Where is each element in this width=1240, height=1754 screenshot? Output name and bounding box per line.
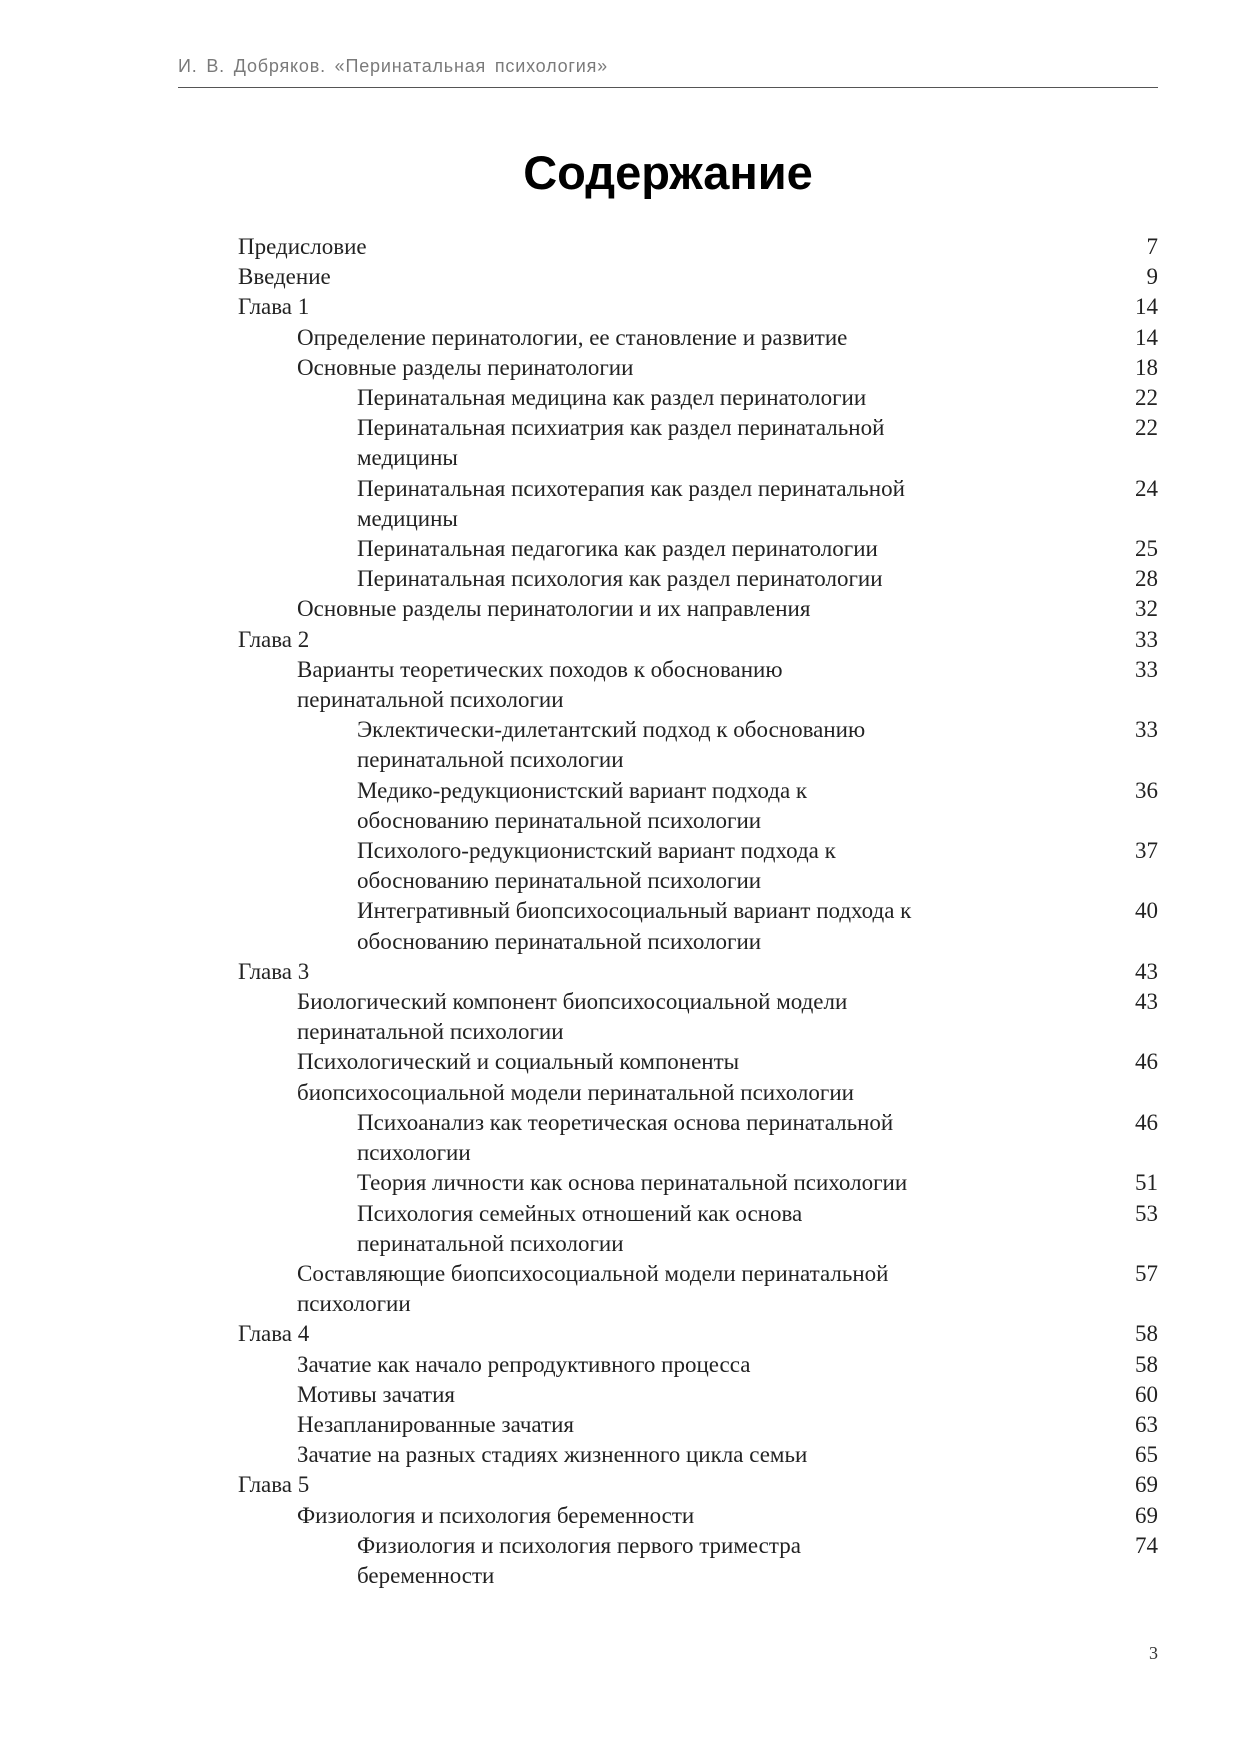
- toc-entry-page: 69: [1135, 1502, 1158, 1528]
- toc-entry[interactable]: [238, 776, 1158, 836]
- toc-entry[interactable]: [238, 1047, 1158, 1107]
- toc-entry-page: 46: [1135, 1049, 1158, 1075]
- toc-entry[interactable]: [238, 383, 1158, 413]
- toc-entry[interactable]: [238, 1350, 1158, 1380]
- table-of-contents: [238, 232, 1158, 1591]
- toc-entry-title: Перинатальная психотерапия как раздел перинатальной медицины: [357, 475, 905, 531]
- toc-entry[interactable]: [238, 474, 1158, 534]
- toc-entry[interactable]: [238, 987, 1158, 1047]
- toc-entry[interactable]: [238, 232, 1158, 262]
- toc-entry[interactable]: [238, 353, 1158, 383]
- toc-entry-title: Интегративный биопсихосоциальный вариант подхода к обоснованию перинатальной психологии: [357, 898, 912, 954]
- toc-entry[interactable]: [238, 534, 1158, 564]
- toc-entry-title: Глава 2: [238, 626, 310, 652]
- toc-entry-title: Теория личности как основа перинатальной психологии: [357, 1170, 908, 1196]
- toc-entry-title: Определение перинатологии, ее становление и развитие: [297, 324, 848, 350]
- toc-entry[interactable]: [238, 1470, 1158, 1500]
- toc-entry-title: Эклектически-дилетантский подход к обоснованию перинатальной психологии: [357, 717, 866, 773]
- toc-entry[interactable]: [238, 1410, 1158, 1440]
- toc-entry-title: Основные разделы перинатологии и их направления: [297, 596, 811, 622]
- toc-entry-page: 9: [1146, 264, 1158, 290]
- toc-entry[interactable]: [238, 715, 1158, 775]
- toc-entry[interactable]: [238, 594, 1158, 624]
- toc-entry-title: Незапланированные зачатия: [297, 1411, 574, 1437]
- toc-entry[interactable]: [238, 625, 1158, 655]
- toc-entry-page: 74: [1135, 1532, 1158, 1558]
- toc-entry-page: 51: [1135, 1170, 1158, 1196]
- toc-entry-title: Предисловие: [238, 234, 367, 259]
- toc-entry-title: Физиология и психология беременности: [297, 1502, 695, 1528]
- toc-entry-page: 57: [1135, 1260, 1158, 1286]
- toc-entry-title: Мотивы зачатия: [297, 1381, 455, 1407]
- toc-entry-page: 36: [1135, 777, 1158, 803]
- toc-entry-page: 33: [1135, 656, 1158, 682]
- toc-entry-title: Основные разделы перинатологии: [297, 354, 634, 380]
- toc-entry[interactable]: [238, 896, 1158, 956]
- toc-entry-page: 58: [1135, 1351, 1158, 1377]
- toc-entry[interactable]: [238, 1108, 1158, 1168]
- toc-entry-page: 25: [1135, 536, 1158, 562]
- toc-entry-title: Варианты теоретических походов к обоснованию перинатальной психологии: [297, 656, 783, 713]
- toc-entry-page: 32: [1135, 596, 1158, 622]
- toc-entry-page: 43: [1135, 989, 1158, 1015]
- toc-entry-title: Перинатальная психология как раздел перинатологии: [357, 566, 883, 592]
- toc-entry[interactable]: [238, 1531, 1158, 1591]
- toc-entry[interactable]: [238, 957, 1158, 987]
- toc-entry-title: Глава 5: [238, 1472, 310, 1498]
- running-header: И. В. Добряков. «Перинатальная психология»: [178, 56, 608, 76]
- toc-entry[interactable]: [238, 655, 1158, 715]
- toc-entry-page: 33: [1135, 626, 1158, 652]
- toc-entry[interactable]: [238, 836, 1158, 896]
- toc-entry[interactable]: [238, 262, 1158, 292]
- toc-entry-page: 22: [1135, 415, 1158, 441]
- toc-entry-title: Перинатальная педагогика как раздел перинатологии: [357, 536, 878, 562]
- toc-entry-page: 65: [1135, 1442, 1158, 1468]
- toc-entry-page: 24: [1135, 475, 1158, 501]
- toc-entry-page: 69: [1135, 1472, 1158, 1498]
- toc-entry-title: Психология семейных отношений как основа перинатальной психологии: [357, 1200, 803, 1256]
- page-number: 3: [1149, 1643, 1158, 1663]
- toc-entry-title: Глава 1: [238, 294, 310, 320]
- toc-entry-page: 14: [1135, 324, 1158, 350]
- toc-entry[interactable]: [238, 292, 1158, 322]
- toc-entry-page: 7: [1146, 234, 1158, 259]
- toc-entry-title: Глава 3: [238, 958, 310, 984]
- toc-entry-title: Психолого-редукционистский вариант подхода к обоснованию перинатальной психологии: [357, 838, 836, 894]
- toc-entry-page: 40: [1135, 898, 1158, 924]
- toc-entry-page: 43: [1135, 958, 1158, 984]
- toc-entry[interactable]: [238, 1199, 1158, 1259]
- toc-entry-title: Составляющие биопсихосоциальной модели перинатальной психологии: [297, 1260, 889, 1317]
- toc-entry-page: 58: [1135, 1321, 1158, 1347]
- toc-entry[interactable]: [238, 1501, 1158, 1531]
- page-title: Содержание: [523, 146, 813, 199]
- toc-entry-title: Глава 4: [238, 1321, 310, 1347]
- toc-entry-page: 63: [1135, 1411, 1158, 1437]
- toc-entry-title: Перинатальная медицина как раздел перинатологии: [357, 385, 867, 411]
- toc-entry-page: 18: [1135, 354, 1158, 380]
- toc-entry[interactable]: [238, 1168, 1158, 1198]
- toc-entry-page: 14: [1135, 294, 1158, 320]
- toc-entry-title: Зачатие на разных стадиях жизненного цикла семьи: [297, 1442, 808, 1468]
- toc-entry[interactable]: [238, 1319, 1158, 1349]
- toc-entry[interactable]: [238, 1259, 1158, 1319]
- toc-entry-title: Физиология и психология первого триместра беременности: [357, 1532, 801, 1588]
- toc-entry-title: Психоанализ как теоретическая основа перинатальной психологии: [357, 1109, 894, 1166]
- toc-entry-title: Введение: [238, 264, 331, 290]
- toc-entry-page: 60: [1135, 1381, 1158, 1407]
- toc-entry[interactable]: [238, 564, 1158, 594]
- toc-entry[interactable]: [238, 323, 1158, 353]
- header-rule: [178, 87, 1158, 88]
- toc-entry-page: 46: [1135, 1109, 1158, 1135]
- toc-entry[interactable]: [238, 1440, 1158, 1470]
- toc-entry-page: 33: [1135, 717, 1158, 743]
- toc-entry-title: Медико-редукционистский вариант подхода к обоснованию перинатальной психологии: [357, 777, 808, 833]
- toc-entry-title: Биологический компонент биопсихосоциальной модели перинатальной психологии: [297, 989, 848, 1045]
- toc-entry-page: 28: [1135, 566, 1158, 592]
- toc-entry-title: Психологический и социальный компоненты биопсихосоциальной модели перинатальной психологии: [297, 1049, 854, 1105]
- toc-entry-page: 53: [1135, 1200, 1158, 1226]
- toc-entry-page: 37: [1135, 838, 1158, 864]
- toc-entry[interactable]: [238, 1380, 1158, 1410]
- toc-entry[interactable]: [238, 413, 1158, 473]
- toc-entry-page: 22: [1135, 385, 1158, 411]
- toc-entry-title: Перинатальная психиатрия как раздел перинатальной медицины: [357, 415, 885, 471]
- toc-entry-title: Зачатие как начало репродуктивного процесса: [297, 1351, 751, 1377]
